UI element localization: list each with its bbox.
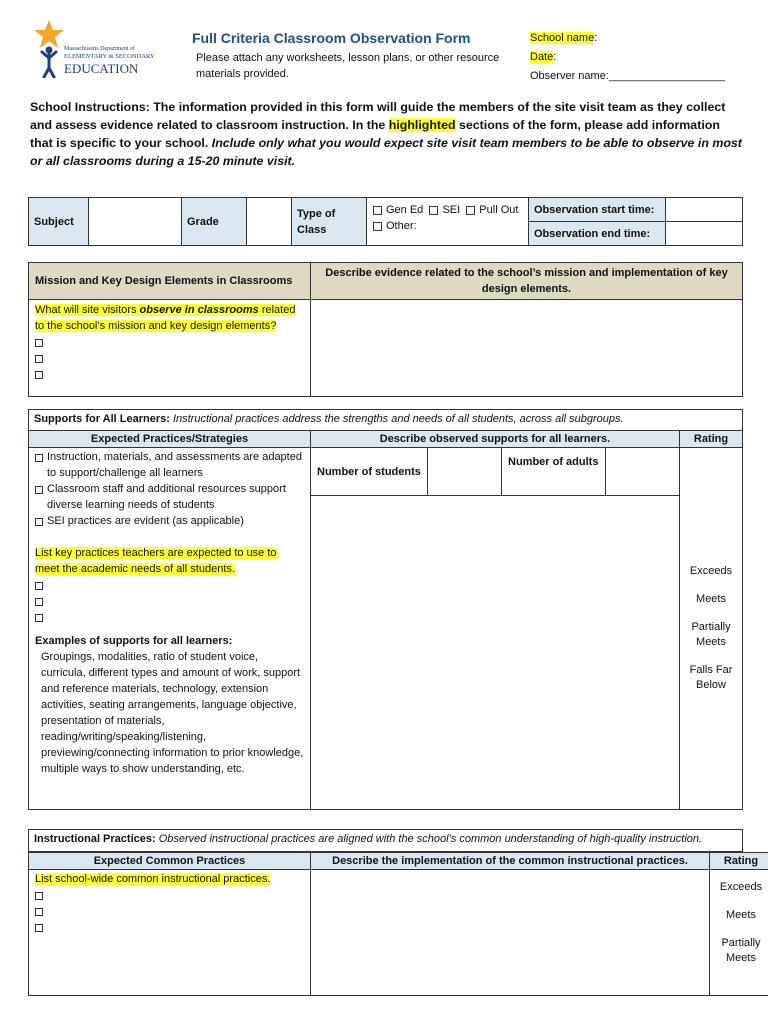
list-item — [35, 903, 304, 919]
list-item: SEI practices are evident (as applicable) — [35, 513, 304, 529]
rating-exceeds[interactable]: Exceeds — [719, 881, 763, 893]
start-time-input[interactable] — [666, 198, 743, 222]
implementation-input[interactable] — [311, 870, 710, 996]
rating-partially-meets[interactable]: Partially Meets — [691, 621, 731, 648]
dese-logo — [32, 18, 162, 80]
list-item — [35, 593, 304, 609]
rating-falls-far-below[interactable]: Falls Far Below — [689, 664, 733, 691]
list-item — [35, 919, 304, 935]
end-time-input[interactable] — [666, 222, 743, 246]
instructional-practices-table — [28, 829, 743, 852]
num-students-input[interactable] — [428, 448, 502, 496]
subject-label: Subject — [29, 198, 89, 246]
common-practices-bullets — [35, 887, 304, 935]
sei-checkbox[interactable]: SEI — [429, 204, 460, 216]
supports-practices-cell[interactable] — [29, 448, 311, 810]
supports-rating-cell[interactable] — [680, 448, 743, 810]
key-practices-prompt: List key practices teachers are expected to use to meet the academic needs of all students. — [35, 547, 277, 575]
expected-practices-header: Expected Practices/Strategies — [29, 431, 311, 448]
pull-out-checkbox[interactable]: Pull Out — [466, 204, 518, 216]
date-label: Date — [530, 51, 554, 63]
star-figure-icon — [32, 18, 66, 78]
examples-label: Examples of supports for all learners: — [35, 635, 233, 647]
other-checkbox[interactable]: Other: — [373, 220, 417, 232]
num-adults-input[interactable] — [606, 448, 680, 496]
mission-table — [28, 262, 743, 397]
school-name-label: School name — [530, 32, 595, 44]
school-instructions: School Instructions: The information provided in this form will guide the members of the site visit team as they collect and assess evidence related to classroom instruction. In the highlighted sections of the form, please add information that is specific to your school. Include only what you would expect site visit team members to be able to observe in most or all classrooms during a 15-20 minute visit. — [30, 100, 742, 168]
list-item — [35, 887, 304, 903]
mission-evidence-header: Describe evidence related to the school’s mission and implementation of key design elements. — [311, 263, 743, 300]
instructional-rating-options — [710, 880, 768, 966]
supports-rating-header: Rating — [680, 431, 743, 448]
subject-input[interactable] — [89, 198, 182, 246]
checkbox-icon — [429, 206, 438, 215]
instructional-rating-header: Rating — [710, 853, 768, 870]
attach-note: Please attach any worksheets, lesson plans, or other resource materials provided. — [196, 52, 500, 80]
checkbox-icon — [466, 206, 475, 215]
num-adults-label: Number of adults — [502, 448, 606, 496]
grade-label: Grade — [182, 198, 247, 246]
mission-prompt-cell[interactable] — [29, 300, 311, 397]
list-item: Classroom staff and additional resources support diverse learning needs of students — [35, 481, 304, 513]
class-info-table — [28, 197, 743, 246]
mission-prompt: What will site visitors observe in classrooms related to the school’s mission and key design elements? — [35, 304, 296, 332]
common-practices-cell[interactable] — [29, 870, 311, 996]
supports-rating-options — [680, 564, 742, 693]
mission-evidence-input[interactable] — [311, 300, 743, 397]
instructional-rating-cell[interactable] — [710, 870, 768, 996]
rating-exceeds[interactable]: Exceeds — [689, 565, 733, 577]
list-item — [35, 366, 304, 382]
rating-meets[interactable]: Meets — [696, 593, 726, 605]
common-practices-prompt: List school-wide common instructional practices. — [35, 873, 271, 885]
num-students-label: Number of students — [311, 448, 428, 496]
class-type-options — [367, 198, 529, 246]
form-title: Full Criteria Classroom Observation Form — [192, 30, 471, 46]
checkbox-icon — [373, 206, 382, 215]
end-time-label: Observation end time: — [529, 222, 666, 246]
practices-list — [35, 449, 304, 529]
school-name-field[interactable]: School name: — [530, 32, 598, 44]
mission-header: Mission and Key Design Elements in Classrooms — [29, 263, 311, 300]
list-item — [35, 334, 304, 350]
gen-ed-checkbox[interactable]: Gen Ed — [373, 204, 423, 216]
supports-title: Supports for All Learners: Instructional practices address the strengths and needs of all students, across all subgroups. — [29, 410, 743, 431]
highlighted-word: highlighted — [388, 118, 456, 132]
list-item — [35, 350, 304, 366]
school-info-block — [530, 29, 725, 86]
observed-supports-header: Describe observed supports for all learners. — [311, 431, 680, 448]
mission-bullets — [35, 334, 304, 382]
type-of-class-label: Type of Class — [292, 198, 367, 246]
observed-supports-input[interactable] — [311, 496, 680, 810]
observer-name-field[interactable]: Observer name:___________________ — [530, 70, 726, 82]
logo-line-1: Massachusetts Department of — [64, 46, 135, 52]
logo-line-3: EDUCATION — [64, 61, 139, 76]
rating-meets[interactable]: Meets — [726, 909, 756, 921]
instructional-title: Instructional Practices: Observed instructional practices are aligned with the school’s common understanding of high-quality instruction. — [29, 830, 743, 852]
grade-input[interactable] — [247, 198, 292, 246]
common-practices-header: Expected Common Practices — [29, 853, 311, 870]
key-practices-bullets — [35, 577, 304, 625]
supports-table — [28, 409, 743, 810]
implementation-header: Describe the implementation of the common instructional practices. — [311, 853, 710, 870]
rating-partially-meets[interactable]: Partially Meets — [721, 937, 761, 964]
checkbox-icon — [373, 222, 382, 231]
list-item — [35, 609, 304, 625]
logo-line-2: ELEMENTARY & SECONDARY — [64, 53, 155, 60]
instructional-practices-body — [28, 852, 768, 996]
list-item — [35, 577, 304, 593]
start-time-label: Observation start time: — [529, 198, 666, 222]
date-field[interactable]: Date: — [530, 51, 557, 63]
list-item: Instruction, materials, and assessments are adapted to support/challenge all learners — [35, 449, 304, 481]
examples-text: Groupings, modalities, ratio of student voice, curricula, different types and amount of work, support and reference materials, technology, extension activities, seating arrangements, language objective, presentation of materials, reading/writing/speaking/listening, previewing/connecting information to prior knowledge, multiple ways to show understanding, etc. — [41, 651, 304, 775]
